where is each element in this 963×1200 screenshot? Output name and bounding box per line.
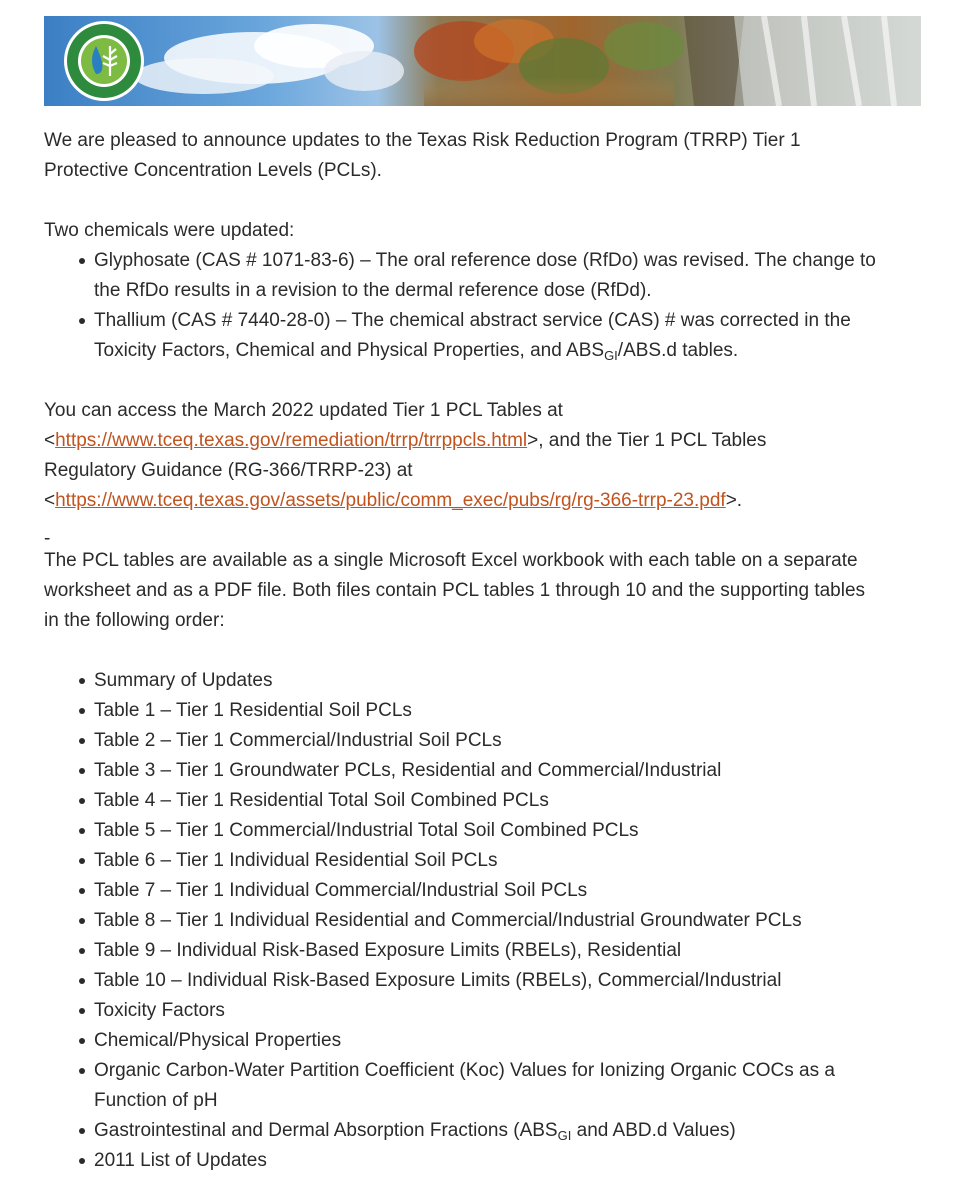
access-text: < [44,430,56,451]
access-text: < [44,490,56,511]
list-item: Toxicity Factors [94,996,914,1026]
landscape-banner-image [44,16,921,106]
list-item: Table 10 – Individual Risk-Based Exposure Limits (RBELs), Commercial/Industrial [94,966,914,996]
list-item-text: Thallium (CAS # 7440-28-0) – The chemical abstract service (CAS) # was corrected in the [94,310,851,331]
list-item: Table 2 – Tier 1 Commercial/Industrial Soil PCLs [94,726,914,756]
access-paragraph [44,396,914,516]
rg-366-pdf-link[interactable]: https://www.tceq.texas.gov/assets/public/comm_exec/pubs/rg/rg-366-trrp-23.pdf [55,490,726,511]
list-item: Table 4 – Tier 1 Residential Total Soil Combined PCLs [94,786,914,816]
tceq-logo [64,21,144,101]
list-item: Table 8 – Tier 1 Individual Residential and Commercial/Industrial Groundwater PCLs [94,906,914,936]
tceq-header-banner [44,16,921,106]
list-item-text: and ABD.d Values) [571,1120,736,1141]
intro-line: We are pleased to announce updates to the Texas Risk Reduction Program (TRRP) Tier 1 [44,130,801,151]
access-text: >, and the Tier 1 PCL Tables [527,430,767,451]
workbook-text: in the following order: [44,610,225,631]
workbook-paragraph [44,546,914,636]
workbook-text: The PCL tables are available as a single Microsoft Excel workbook with each table on a separate [44,550,858,571]
list-item-text: Function of pH [94,1090,218,1111]
list-item: 2011 List of Updates [94,1146,914,1176]
list-item-thallium [94,306,914,366]
list-item: Table 3 – Tier 1 Groundwater PCLs, Residential and Commercial/Industrial [94,756,914,786]
list-item [94,1056,914,1116]
list-item: Table 9 – Individual Risk-Based Exposure Limits (RBELs), Residential [94,936,914,966]
dash-separator: - [44,528,51,549]
list-item: Chemical/Physical Properties [94,1026,914,1056]
list-item-text: /ABS.d tables. [617,340,739,361]
email-body [44,126,914,1176]
access-text: You can access the March 2022 updated Tier 1 PCL Tables at [44,400,563,421]
list-item: Table 6 – Tier 1 Individual Residential Soil PCLs [94,846,914,876]
list-item: Summary of Updates [94,666,914,696]
list-item: Table 1 – Tier 1 Residential Soil PCLs [94,696,914,726]
chemicals-heading: Two chemicals were updated: [44,220,295,241]
list-item-glyphosate [94,246,914,306]
intro-paragraph [44,126,914,186]
subscript-text: GI [604,348,618,363]
trrp-pcls-link[interactable]: https://www.tceq.texas.gov/remediation/trrp/trrppcls.html [55,430,528,451]
pcl-tables-list [44,666,914,1176]
access-text: Regulatory Guidance (RG-366/TRRP-23) at [44,460,413,481]
list-item-text: Organic Carbon-Water Partition Coefficient (Koc) Values for Ionizing Organic COCs as a [94,1060,835,1081]
list-item: Table 7 – Tier 1 Individual Commercial/Industrial Soil PCLs [94,876,914,906]
access-text: >. [725,490,743,511]
list-item [94,1116,914,1146]
list-item-text: the RfDo results in a revision to the dermal reference dose (RfDd). [94,280,652,301]
workbook-text: worksheet and as a PDF file. Both files contain PCL tables 1 through 10 and the supporting tables [44,580,866,601]
list-item-text: Gastrointestinal and Dermal Absorption Fractions (ABS [94,1120,558,1141]
subscript-text: GI [557,1128,572,1143]
list-item-text: Toxicity Factors, Chemical and Physical Properties, and ABS [94,340,605,361]
intro-line: Protective Concentration Levels (PCLs). [44,160,382,181]
list-item-text: Glyphosate (CAS # 1071-83-6) – The oral reference dose (RfDo) was revised. The change to [94,250,876,271]
list-item: Table 5 – Tier 1 Commercial/Industrial Total Soil Combined PCLs [94,816,914,846]
updated-chemicals-list [44,246,914,366]
